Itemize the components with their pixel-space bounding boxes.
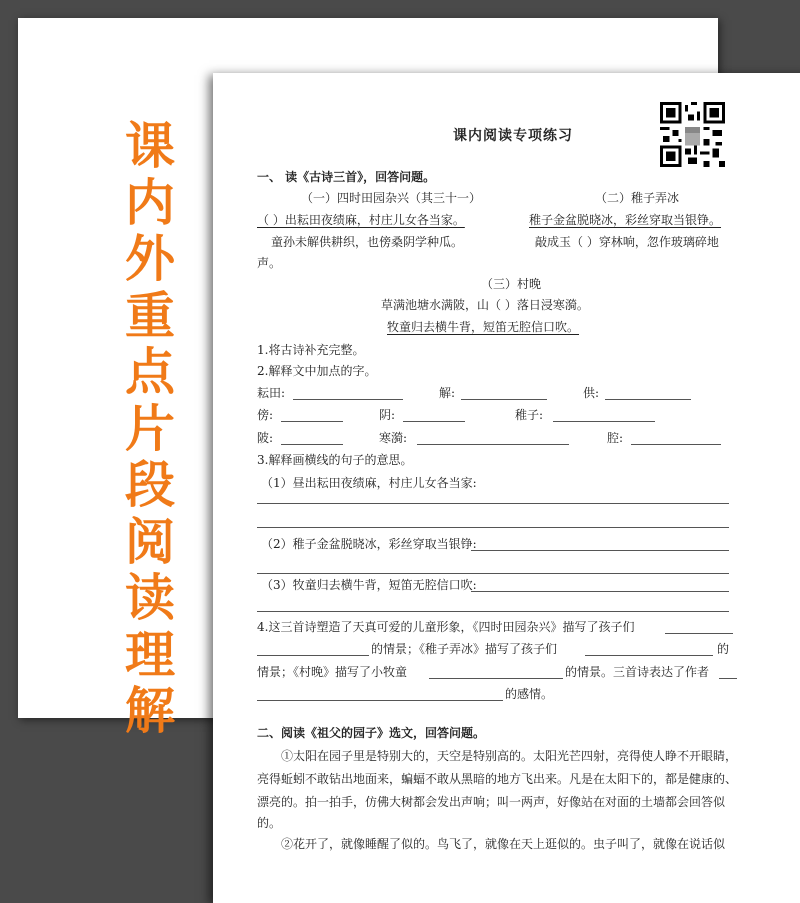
worksheet [213,73,800,903]
poem-3-line-1: 草满池塘水满陂，山（ ）落日浸寒漪。 [381,298,589,312]
answer-blank[interactable] [293,399,403,400]
banner-char: 点 [125,343,175,401]
question-4: 4.这三首诗塑造了天真可爱的儿童形象，《四时田园杂兴》描写了孩子们 [257,620,635,634]
answer-blank[interactable] [631,444,721,445]
banner-title [120,118,180,740]
poem-1-title: （一）四时田园杂兴（其三十一） [301,191,482,205]
answer-blank[interactable] [553,421,655,422]
word-label: 陂: [257,431,274,445]
question-3: 3.解释画横线的句子的意思。 [257,453,413,467]
poem-3-line-2: 牧童归去横牛背，短笛无腔信口吹。 [387,320,580,334]
word-label: 腔: [607,431,624,445]
word-label: 稚子: [515,408,544,422]
answer-line[interactable] [471,591,729,592]
word-label: 阴: [379,408,396,422]
word-label: 供: [583,386,600,400]
poem-1-line-2: 童孙未解供耕织，也傍桑阴学种瓜。 [271,235,464,249]
banner-char: 片 [125,399,175,458]
poem-2-title: （二）稚子弄冰 [595,191,680,205]
poem-3-title: （三）村晚 [481,277,542,291]
section-1-heading: 一、 读《古诗三首》，回答问题。 [257,170,436,184]
question-3-2: （2）稚子金盆脱晓冰，彩丝穿取当银铮: [261,537,477,551]
word-label: 耘田: [257,386,286,400]
banner-char: 解 [125,682,175,740]
question-3-1: （1）昼出耘田夜绩麻，村庄儿女各当家: [261,476,477,490]
banner-char: 理 [125,625,175,684]
answer-line[interactable] [257,503,729,504]
passage-line: ②花开了，就像睡醒了似的。鸟飞了，就像在天上逛似的。虫子叫了，就像在说话似 [281,837,726,851]
passage-line: 亮得蚯蚓不敢钻出地面来，蝙蝠不敢从黑暗的地方飞出来。凡是在太阳下的，都是健康的、 [257,772,738,786]
banner-char: 课 [125,117,175,175]
question-3-3: （3）牧童归去横牛背，短笛无腔信口吹: [261,578,477,592]
poem-2-line-2-cont: 声。 [257,256,282,270]
question-4-text: 情景；《村晚》描写了小牧童 [257,665,408,679]
answer-blank[interactable] [257,700,503,701]
banner-char: 重 [125,286,175,345]
answer-blank[interactable] [281,421,343,422]
answer-line[interactable] [471,550,729,551]
page-title: 课内阅读专项练习 [453,128,573,144]
question-4-text: 的 [717,642,730,656]
banner-char: 读 [125,569,175,627]
word-label: 傍: [257,408,274,422]
poem-2-line-1: 稚子金盆脱晓冰，彩丝穿取当银铮。 [529,213,722,227]
answer-blank[interactable] [461,399,547,400]
banner-char: 内 [125,173,175,232]
word-label: 解: [439,386,456,400]
poem-1-line-1: （ ）出耘田夜绩麻，村庄儿女各当家。 [257,213,465,227]
answer-blank[interactable] [605,399,691,400]
banner-char: 外 [125,230,175,288]
question-4-text: 的情景；《稚子弄冰》描写了孩子们 [371,642,558,656]
answer-blank[interactable] [281,444,343,445]
passage-line: 的。 [257,816,282,830]
question-4-text: 的感情。 [505,687,554,701]
answer-line[interactable] [257,573,729,574]
poem-2-line-2: 敲成玉（ ）穿林响，忽作玻璃碎地 [535,235,719,249]
answer-line[interactable] [257,611,729,612]
question-1: 1.将古诗补充完整。 [257,343,365,357]
passage-line: ①太阳在园子里是特别大的，天空是特别高的。太阳光芒四射，亮得使人睁不开眼睛， [281,749,738,763]
answer-blank[interactable] [257,655,369,656]
answer-blank[interactable] [665,633,733,634]
passage-line: 漂亮的。拍一拍手，仿佛大树都会发出声响；叫一两声，好像站在对面的土墙都会回答似 [257,795,726,809]
question-4-text: 的情景。三首诗表达了作者 [565,665,710,679]
answer-blank[interactable] [585,655,713,656]
answer-blank[interactable] [403,421,465,422]
answer-blank[interactable] [429,678,563,679]
answer-line[interactable] [257,527,729,528]
answer-blank[interactable] [719,678,737,679]
banner-char: 段 [125,456,175,514]
banner-char: 阅 [125,512,175,571]
section-2-heading: 二、阅读《祖父的园子》选文，回答问题。 [257,726,486,740]
answer-blank[interactable] [417,444,569,445]
word-label: 寒漪: [379,431,408,445]
question-2: 2.解释文中加点的字。 [257,364,377,378]
